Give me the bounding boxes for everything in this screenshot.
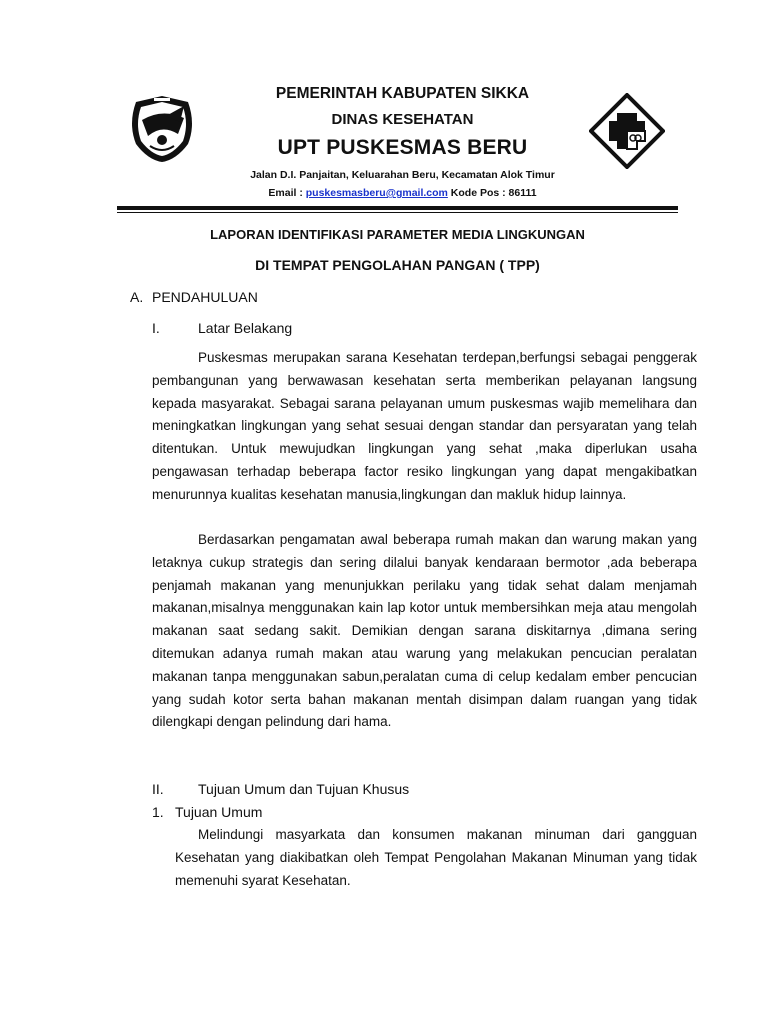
letterhead-contact (200, 187, 605, 199)
paragraph-general-objective: Melindungi masyarkata dan konsumen makanan minuman dari gangguan Kesehatan yang diakibatkan oleh Tempat Pengolahan Makanan Minuman yang tidak memenuhi syarat Kesehatan. (175, 827, 697, 888)
section-a-number: A. (130, 289, 144, 305)
postal-code: Kode Pos : 86111 (447, 187, 537, 199)
paragraph-background-2: Berdasarkan pengamatan awal beberapa rumah makan dan warung makan yang letaknya cukup strategis dan sering dilalui banyak kendaraan bermotor ,ada beberapa penjamah makanan yang menunjukkan perilaku yang tidak sehat dalam menjamah makanan,misalnya menggunakan kain lap kotor untuk membersihkan meja atau mengolah makanan saat sedang sakit. Demikian dengan sarana diskitarnya ,dimana sering ditemukan adanya rumah makan atau warung yang melakukan pencucian peralatan makanan tanpa menggunakan sabun,peralatan cuma di celup kedalam ember pencucian yang sudah kotor serta bahan makanan mentah disimpan dalam ruangan yang tidak dilengkapi dengan pelindung dari hama. (152, 532, 697, 730)
subsection-2-number: II. (152, 781, 164, 797)
subsection-1-number: I. (152, 320, 160, 336)
subsection-2-heading: Tujuan Umum dan Tujuan Khusus (198, 781, 410, 797)
letterhead-divider-thin (117, 212, 678, 213)
paragraph-background-1: Puskesmas merupakan sarana Kesehatan terdepan,berfungsi sebagai penggerak pembangunan yang berwawasan kesehatan serta memberikan pelayanan langsung kepada masyarakat. Sebagai sarana pelayanan umum puskesmas wajib memelihara dan meningkatkan lingkungan yang sehat sesuai dengan standar dan persyaratan yang telah ditentukan. Untuk mewujudkan lingkungan yang sehat ,maka diperlukan usaha pengawasan terhadap beberapa factor resiko lingkungan yang dapat mengakibatkan menurunnya kualitas kesehatan manusia,lingkungan dan makluk hidup lainnya. (152, 350, 697, 502)
item-1-heading: Tujuan Umum (175, 804, 263, 820)
section-a-heading: PENDAHULUAN (152, 289, 258, 305)
letterhead-line-1: PEMERINTAH KABUPATEN SIKKA (275, 85, 530, 102)
item-1-number: 1. (152, 804, 164, 820)
report-title-line-2: DI TEMPAT PENGOLAHAN PANGAN ( TPP) (255, 257, 540, 273)
report-title-line-1: LAPORAN IDENTIFIKASI PARAMETER MEDIA LINGKUNGAN (210, 227, 585, 242)
regency-crest-logo (126, 94, 198, 164)
email-label: Email : (268, 187, 306, 199)
letterhead-line-2: DINAS KESEHATAN (331, 111, 474, 128)
email-link[interactable]: puskesmasberu@gmail.com (305, 187, 448, 199)
letterhead-address: Jalan D.I. Panjaitan, Keluarahan Beru, Kecamatan Alok Timur (250, 169, 555, 181)
subsection-1-heading: Latar Belakang (198, 320, 293, 336)
letterhead-title: UPT PUSKESMAS BERU (277, 136, 528, 159)
letterhead-divider-thick (117, 206, 678, 210)
